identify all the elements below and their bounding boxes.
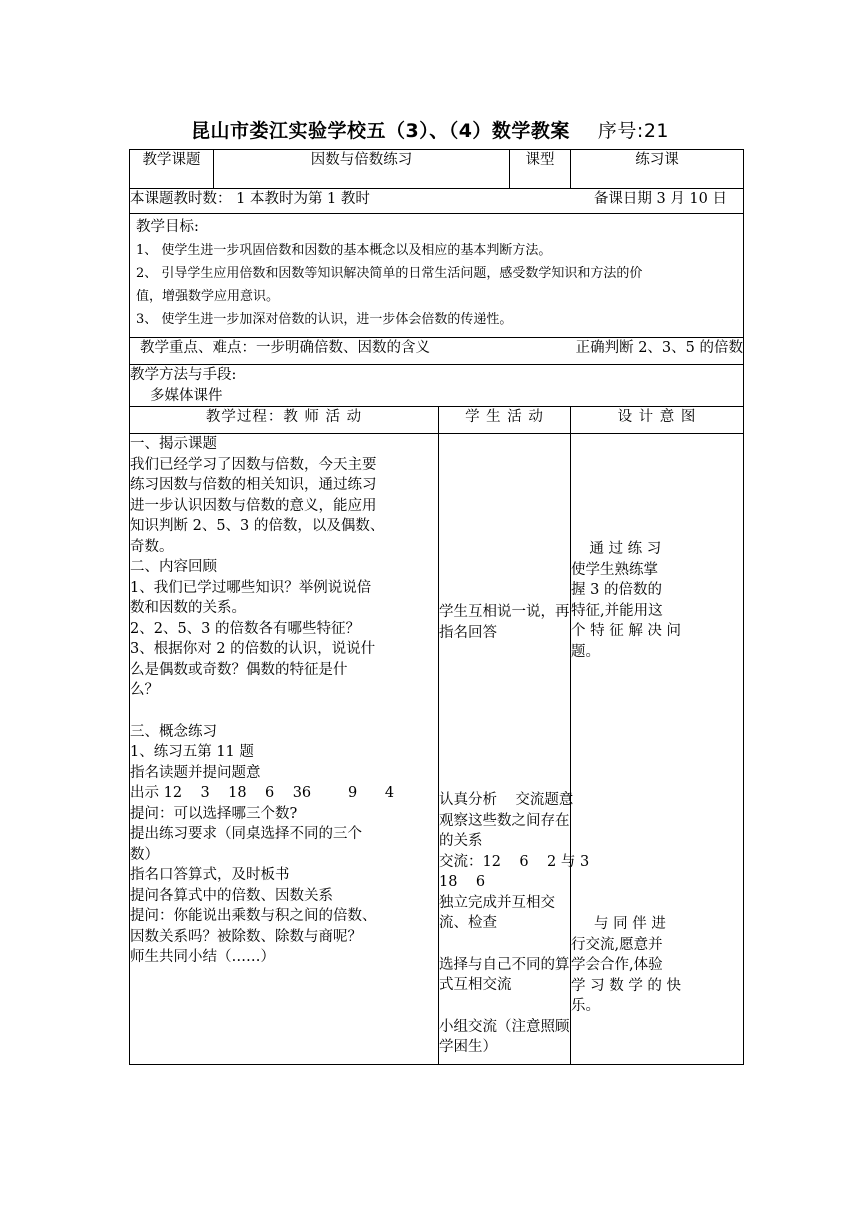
student-line [439, 560, 570, 581]
design-line: 使学生熟练掌 [571, 561, 658, 578]
design-line [571, 434, 743, 455]
method-label: 教学方法与手段: [130, 367, 237, 383]
column-header-row [130, 407, 744, 434]
student-line [439, 581, 570, 602]
student-line: 观察这些数之间存在 [439, 812, 570, 829]
student-line [439, 996, 570, 1017]
design-line [571, 725, 743, 746]
design-intent-cell [571, 434, 744, 1065]
teacher-line: 一、揭示课题 [130, 436, 217, 452]
student-line [439, 518, 570, 539]
teacher-line [130, 701, 438, 722]
teacher-line: 数） [130, 846, 159, 863]
student-line [439, 497, 570, 518]
student-line [439, 664, 570, 685]
teacher-line: 进一步认识因数与倍数的意义，能应用 [130, 497, 377, 514]
method-row [130, 365, 744, 407]
student-line [439, 748, 570, 769]
student-line: 交流：12 6 2 与 3 [439, 853, 590, 870]
design-line: 学会合作,体验 [571, 957, 663, 973]
student-line [439, 455, 570, 476]
teacher-line: 因数关系吗？被除数、除数与商呢？ [130, 928, 362, 945]
design-line [571, 851, 743, 872]
teacher-line: 奇数。 [130, 538, 174, 555]
design-line [571, 767, 743, 788]
student-column-header: 学 生 活 动 [439, 407, 571, 434]
student-line: 流、检查 [439, 915, 497, 931]
design-line [571, 704, 743, 725]
teacher-line: 指名读题并提问题意 [130, 764, 261, 781]
document-title [0, 116, 860, 143]
teacher-line: 提问：你能说出乘数与积之间的倍数、 [130, 908, 377, 924]
student-line: 选择与自己不同的算 [439, 956, 570, 973]
student-line [439, 685, 570, 706]
design-line: 题。 [571, 643, 600, 660]
teacher-line: 三、概念练习 [130, 723, 217, 740]
design-line: 与 同 伴 进 [571, 916, 666, 932]
teacher-line: 出示 12 3 18 6 36 9 4 [130, 785, 395, 801]
student-line: 18 6 [439, 874, 486, 890]
objective-item: 值，增强数学应用意识。 [136, 289, 280, 304]
objectives-label: 教学目标: [136, 219, 199, 235]
design-line [571, 746, 743, 767]
teacher-line: 么是偶数或奇数？偶数的特征是什 [130, 661, 348, 678]
design-line: 行交流,愿意并 [571, 936, 663, 953]
design-line: 特征,并能用这 [571, 602, 663, 619]
teacher-line: 练习因数与倍数的相关知识，通过练习 [130, 477, 377, 493]
type-label: 课型 [510, 150, 571, 189]
hours-row [130, 189, 744, 214]
student-line: 小组交流（注意照顾 [439, 1018, 570, 1035]
student-line [439, 539, 570, 560]
design-line [571, 830, 743, 851]
student-line: 独立完成并互相交 [439, 894, 555, 911]
type-value: 练习课 [571, 150, 744, 189]
teacher-activity-cell [130, 434, 439, 1065]
student-line [439, 476, 570, 497]
topic-value: 因数与倍数练习 [214, 150, 510, 189]
design-column-header: 设 计 意 图 [571, 407, 744, 434]
design-line [571, 662, 743, 683]
teacher-column-header: 教学过程：教 师 活 动 [130, 407, 439, 434]
teacher-line: 提出练习要求（同桌选择不同的三个 [130, 826, 362, 842]
title-text: 昆山市娄江实验学校五（3）、（4）数学教案 [190, 120, 570, 142]
teacher-line: 提问：可以选择哪三个数? [130, 805, 298, 822]
key-points-row [130, 338, 744, 365]
student-line [439, 434, 570, 455]
lesson-plan-table [129, 149, 744, 1065]
design-line: 通 过 练 习 [571, 541, 662, 557]
teacher-line: 师生共同小结（……） [130, 949, 275, 965]
process-row [130, 434, 744, 1065]
student-line [439, 727, 570, 748]
student-line: 的关系 [439, 833, 483, 849]
teacher-line: 提问各算式中的倍数、因数关系 [130, 887, 333, 904]
teacher-line: 指名口答算式，及时板书 [130, 867, 290, 883]
header-row [130, 150, 744, 189]
student-line: 式互相交流 [439, 977, 512, 993]
student-line: 学生互相说一说，再 [439, 604, 570, 620]
design-line [571, 788, 743, 809]
key-points-left: 教学重点、难点：一步明确倍数、因数的含义 [140, 340, 430, 356]
student-line [439, 934, 570, 955]
teacher-line: 我们已经学习了因数与倍数，今天主要 [130, 456, 377, 473]
design-line: 握 3 的倍数的 [571, 582, 662, 598]
design-line [571, 683, 743, 704]
student-activity-cell [439, 434, 590, 1065]
prep-date: 备课日期 3 月 10 日 [593, 191, 727, 207]
design-line [571, 809, 743, 830]
design-line: 个 特 征 解 决 问 [571, 623, 682, 639]
design-line [571, 476, 743, 497]
design-line [571, 872, 743, 893]
objectives-row [130, 214, 744, 338]
design-line [571, 497, 743, 518]
teacher-line: 二、内容回顾 [130, 559, 217, 575]
design-line: 乐。 [571, 998, 600, 1014]
teacher-line: 1、练习五第 11 题 [130, 744, 254, 760]
teacher-line: 1、我们已学过哪些知识？举例说说倍 [130, 579, 372, 596]
teacher-line: 3、根据你对 2 的倍数的认识，说说什 [130, 641, 376, 657]
teacher-line: 么？ [130, 682, 159, 698]
teacher-line: 2、2、5、3 的倍数各有哪些特征？ [130, 620, 361, 637]
objective-item: 3、 使学生进一步加深对倍数的认识，进一步体会倍数的传递性。 [136, 312, 513, 327]
design-line [571, 455, 743, 476]
teacher-line: 数和因数的关系。 [130, 600, 246, 616]
student-line [439, 643, 570, 664]
student-line [439, 769, 570, 790]
student-line: 指名回答 [439, 624, 497, 641]
topic-label: 教学课题 [130, 150, 214, 189]
key-points-right: 正确判断 2、3、5 的倍数 [575, 340, 743, 356]
design-line [571, 518, 743, 539]
student-line: 认真分析 交流题意 [439, 792, 574, 808]
method-value: 多媒体课件 [150, 387, 223, 404]
objective-item: 1、 使学生进一步巩固倍数和因数的基本概念以及相应的基本判断方法。 [136, 243, 552, 258]
design-line: 学 习 数 学 的 快 [571, 977, 682, 994]
teacher-line: 知识判断 2、5、3 的倍数，以及偶数、 [130, 518, 385, 534]
hours-text: 本课题教时数： 1 本教时为第 1 教时 [130, 191, 370, 207]
design-line [571, 893, 743, 914]
sequence-number: 序号:21 [597, 120, 670, 142]
student-line: 学困生） [439, 1039, 497, 1055]
student-line [439, 706, 570, 727]
objective-item: 2、 引导学生应用倍数和因数等知识解决简单的日常生活问题，感受数学知识和方法的价 [136, 266, 643, 281]
